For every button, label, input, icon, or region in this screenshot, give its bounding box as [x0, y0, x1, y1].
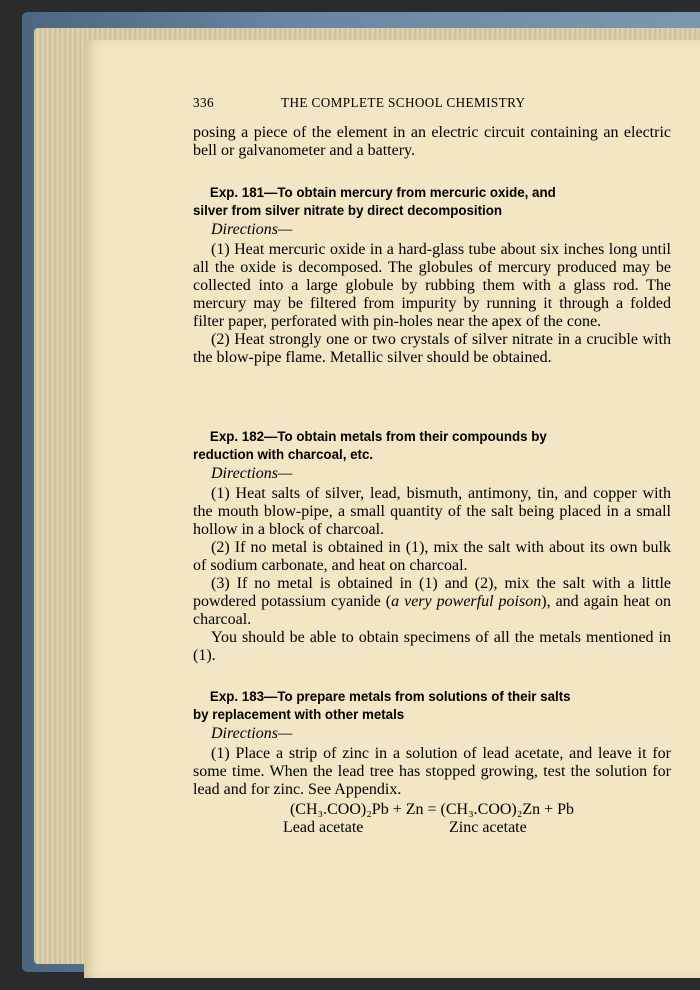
intro-paragraph: posing a piece of the element in an electric circuit containing an electric bell or galvanometer and a battery.: [193, 124, 671, 159]
intro-block: [193, 124, 671, 160]
step-1: (1) Heat mercuric oxide in a hard-glass tube about six inches long until all the oxide is decomposed. The globules of mercury produced may be collected into a large globule by rubbing them with a glass rod. The mercury may be filtered from impurity by running it through a folded filter paper, perforated with pin-holes near the apex of the cone.: [193, 241, 671, 330]
directions-label: Directions—: [211, 465, 293, 482]
step-3-warning: a very powerful poison: [391, 593, 542, 610]
experiment-182: [193, 428, 671, 665]
experiment-title-line1: Exp. 181—To obtain mercury from mercuric oxide, and: [209, 185, 556, 201]
step-3: [193, 575, 671, 629]
experiment-title-line1: Exp. 182—To obtain metals from their compounds by: [209, 429, 547, 445]
page-number: 336: [193, 95, 214, 110]
experiment-title-line1: Exp. 183—To prepare metals from solutions of their salts: [209, 689, 571, 705]
step-1: (1) Heat salts of silver, lead, bismuth, antimony, tin, and copper with the mouth blow-pipe, a small quantity of the salt being placed in a small hollow in a block of charcoal.: [193, 485, 671, 538]
equation-labels: [193, 819, 671, 837]
page-header: [193, 95, 671, 113]
closing-paragraph: You should be able to obtain specimens of all the metals mentioned in (1).: [193, 629, 671, 664]
experiment-title-line2: silver from silver nitrate by direct decomposition: [193, 203, 503, 219]
experiment-181: [193, 184, 671, 367]
directions-label: Directions—: [211, 725, 293, 742]
running-title: THE COMPLETE SCHOOL CHEMISTRY: [281, 95, 526, 110]
experiment-title: [193, 184, 669, 220]
label-lead-acetate: Lead acetate: [283, 819, 364, 836]
step-1: (1) Place a strip of zinc in a solution of lead acetate, and leave it for some time. When the lead tree has stopped growing, test the solution for lead and for zinc. See Appendix.: [193, 745, 671, 798]
step-2: (2) Heat strongly one or two crystals of silver nitrate in a crucible with the blow-pipe flame. Metallic silver should be obtained.: [193, 331, 671, 366]
experiment-title-line2: reduction with charcoal, etc.: [193, 447, 374, 463]
experiment-title: [193, 428, 669, 464]
step-2: (2) If no metal is obtained in (1), mix the salt with about its own bulk of sodium carbonate, and heat on charcoal.: [193, 539, 671, 574]
directions-label: Directions—: [211, 221, 293, 238]
experiment-title-line2: by replacement with other metals: [193, 707, 405, 723]
step-3-text-b: ), and again heat on charcoal.: [193, 593, 672, 628]
chemical-equation: (CH₃.COO)₂Pb + Zn = (CH₃.COO)₂Zn + Pb: [289, 801, 575, 818]
step-3-text-a: (3) If no metal is obtained in (1) and (2), mix the salt with a little powdered potassium cyanide (: [193, 575, 671, 610]
experiment-183: [193, 688, 671, 837]
label-zinc-acetate: Zinc acetate: [449, 819, 527, 836]
experiment-title: [193, 688, 669, 724]
